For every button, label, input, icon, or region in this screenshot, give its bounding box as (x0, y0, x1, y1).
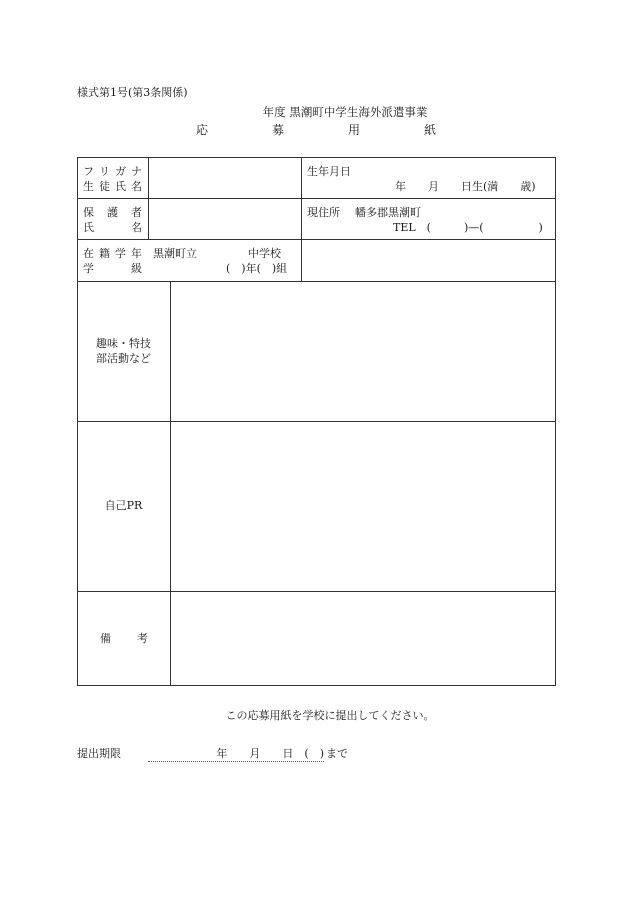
address-label: 現住所 (307, 206, 340, 219)
row-divider (77, 591, 556, 592)
student-name-label (83, 180, 142, 194)
guardian-name-label (83, 221, 142, 235)
label-char: 護 (107, 206, 118, 219)
school-town: 黒潮町立 (153, 247, 197, 260)
address-value: 幡多郡黒潮町 (355, 206, 421, 219)
remarks-label (100, 632, 148, 646)
subtitle-char: 応 (196, 123, 209, 137)
tel-line: TEL ( )—( ) (393, 221, 543, 234)
label-char: フ (83, 165, 94, 178)
row-divider (77, 421, 556, 422)
label-char: 名 (131, 221, 142, 234)
label-char: 年 (131, 247, 142, 260)
submission-note: この応募用紙を学校に提出してください。 (225, 709, 435, 722)
table-border-bottom (77, 685, 556, 686)
birthdate-label: 生年月日 (307, 165, 351, 178)
class-label (83, 262, 142, 276)
subtitle-char: 募 (271, 123, 284, 137)
document-title: 年度 黒潮町中学生海外派遣事業 (262, 105, 428, 119)
label-char: 氏 (115, 180, 126, 193)
label-char: 学 (83, 262, 94, 275)
deadline-suffix: まで (326, 747, 348, 760)
label-char: 備 (100, 632, 111, 645)
label-char: ガ (115, 165, 126, 178)
birthdate-line: 年 月 日生(満 歳) (395, 180, 536, 193)
subtitle-char: 紙 (423, 123, 436, 137)
column-divider (148, 157, 149, 240)
label-char: 者 (131, 206, 142, 219)
label-char: 氏 (83, 221, 94, 234)
label-char: 保 (83, 206, 94, 219)
row-divider (77, 281, 556, 282)
subtitle-char: 用 (347, 123, 360, 137)
label-char: リ (99, 165, 110, 178)
guardian-label (83, 206, 142, 220)
deadline-field (148, 745, 324, 762)
label-char: 名 (131, 180, 142, 193)
document-subtitle (196, 121, 436, 138)
label-char: 籍 (99, 247, 110, 260)
column-divider (170, 281, 171, 686)
column-divider (301, 157, 302, 282)
school-name-suffix: 中学校 (248, 247, 281, 260)
label-char: 考 (137, 632, 148, 645)
label-char: ナ (131, 165, 142, 178)
self-pr-label: 自己PR (104, 499, 143, 512)
grade-label (83, 247, 142, 261)
deadline-date-placeholders: 年 月 日 ( ) (216, 747, 324, 760)
club-label: 部活動など (96, 352, 151, 365)
label-char: 級 (131, 262, 142, 275)
label-char: 徒 (99, 180, 110, 193)
label-char: 生 (83, 180, 94, 193)
hobby-label: 趣味・特技 (96, 337, 151, 350)
label-char: 在 (83, 247, 94, 260)
deadline-label: 提出期限 (77, 747, 121, 760)
class-line: ( )年( )組 (226, 262, 288, 275)
label-char: 学 (115, 247, 126, 260)
form-number: 様式第1号(第3条関係) (77, 86, 188, 99)
furigana-label (83, 165, 142, 179)
